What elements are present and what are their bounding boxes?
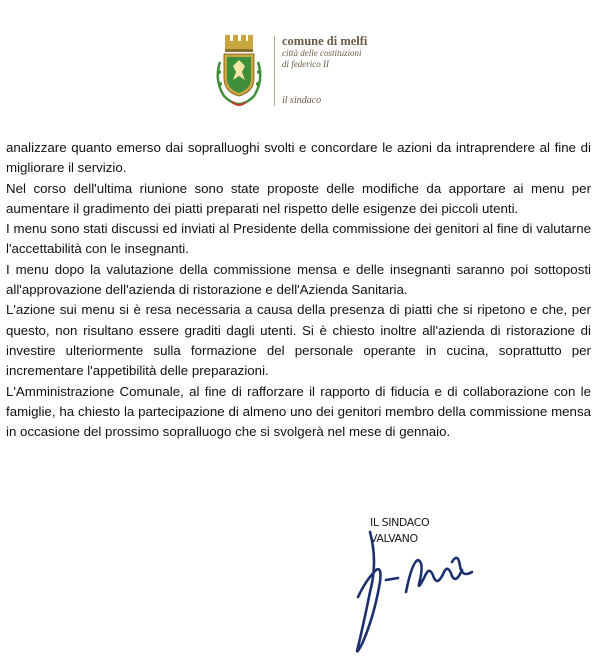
organization-subtitle-1: città delle costituzioni bbox=[282, 48, 362, 58]
signatory-name: VALVANO bbox=[370, 532, 418, 545]
letter-body bbox=[6, 138, 591, 442]
signature-block bbox=[340, 512, 490, 662]
paragraph: L'azione sui menu si è resa necessaria a causa della presenza di piatti che si ripetono e che, per questo, non risultano essere graditi dagli utenti. Si è chiesto inoltre all'azienda di ristorazione di investire ulteriormente sulla formazione del personale operante in cucina, soprattutto per incrementare l'appetibilità delle preparazioni. bbox=[6, 302, 591, 379]
paragraph: Nel corso dell'ultima riunione sono state proposte delle modifiche da apportare ai menu per aumentare il gradimento dei piatti preparati nel rispetto delle esigenze dei piccoli utenti. bbox=[6, 180, 591, 216]
organization-subtitle-2: di federico II bbox=[282, 59, 329, 69]
paragraph: I menu sono stati discussi ed inviati al Presidente della commissione dei genitori al fine di valutarne l'accettabilità con le insegnanti. bbox=[6, 221, 591, 257]
letterhead-divider bbox=[274, 36, 275, 106]
organization-role: il sindaco bbox=[282, 95, 322, 106]
organization-block bbox=[282, 34, 482, 70]
handwritten-signature bbox=[340, 522, 490, 662]
letterhead bbox=[0, 0, 600, 130]
organization-name: comune di melfi bbox=[282, 34, 368, 48]
municipal-crest-icon bbox=[212, 32, 266, 110]
signatory-title: IL SINDACO bbox=[370, 516, 430, 529]
paragraph: I menu dopo la valutazione della commissione mensa e delle insegnanti saranno poi sottoposti all'approvazione dell'azienda di ristorazione e dell'Azienda Sanitaria. bbox=[6, 261, 591, 298]
paragraph: analizzare quanto emerso dai sopralluoghi svolti e concordare le azioni da intraprendere al fine di migliorare il servizio. bbox=[6, 140, 591, 176]
paragraph: L'Amministrazione Comunale, al fine di rafforzare il rapporto di fiducia e di collaborazione con le famiglie, ha chiesto la partecipazione di almeno uno dei genitori membro della commissione mensa in occasione del prossimo sopralluogo che si svolgerà nel mese di gennaio. bbox=[6, 383, 591, 440]
